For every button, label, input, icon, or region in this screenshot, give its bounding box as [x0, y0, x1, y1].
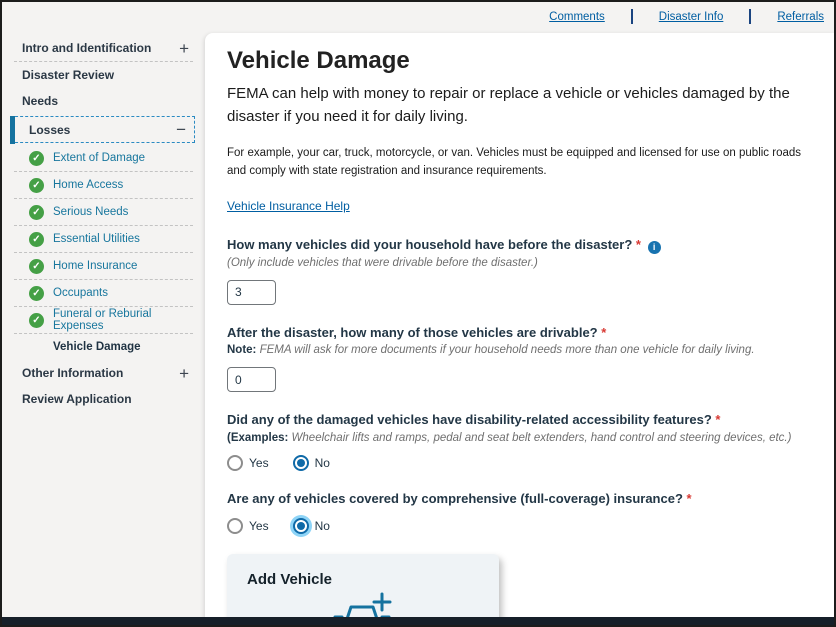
question-label	[227, 411, 810, 429]
header-link-bar	[549, 9, 824, 24]
sidebar-item-label: Vehicle Damage	[53, 341, 141, 353]
sidebar-nav	[2, 35, 205, 412]
sidebar-item-label: Home Insurance	[53, 260, 138, 272]
sidebar-item-other-information[interactable]	[2, 360, 205, 386]
header-divider	[631, 9, 633, 24]
question-text: How many vehicles did your household have before the disaster?	[227, 236, 633, 252]
accessibility-no-option[interactable]	[293, 455, 330, 471]
referrals-link[interactable]: Referrals	[777, 10, 824, 23]
insurance-no-option[interactable]	[293, 518, 330, 534]
sidebar-item-needs[interactable]	[2, 88, 205, 114]
main-content-panel	[205, 33, 834, 619]
check-circle-icon	[29, 151, 44, 166]
question-label	[227, 490, 810, 508]
vehicles-before-input[interactable]	[227, 280, 276, 305]
sidebar-item-label: Losses	[29, 122, 71, 137]
question-accessibility-features	[227, 411, 810, 471]
radio-label: Yes	[249, 519, 269, 534]
radio-selected-focused-icon[interactable]	[293, 518, 309, 534]
insurance-radio-group	[227, 518, 810, 534]
sidebar-item-label: Serious Needs	[53, 206, 129, 218]
check-circle-icon	[29, 205, 44, 220]
check-circle-icon	[29, 232, 44, 247]
sidebar-item-label: Occupants	[53, 287, 108, 299]
sidebar-item-label: Intro and Identification	[22, 41, 152, 55]
sidebar-item-label: Extent of Damage	[53, 152, 146, 164]
sidebar-item-losses[interactable]	[10, 116, 195, 143]
disaster-info-link[interactable]: Disaster Info	[658, 10, 724, 23]
question-label	[227, 324, 810, 342]
accessibility-yes-option[interactable]	[227, 455, 269, 471]
check-circle-icon	[29, 178, 44, 193]
collapse-minus-icon[interactable]: −	[176, 120, 186, 139]
question-vehicles-drivable	[227, 324, 810, 393]
check-circle-icon	[29, 313, 44, 328]
question-note	[227, 344, 810, 356]
sidebar-item-label: Essential Utilities	[53, 233, 140, 245]
sidebar-item-disaster-review[interactable]	[2, 62, 205, 88]
vehicles-drivable-input[interactable]	[227, 367, 276, 392]
vehicle-insurance-help-link[interactable]: Vehicle Insurance Help	[227, 198, 350, 213]
radio-selected-icon[interactable]	[293, 455, 309, 471]
info-icon[interactable]: i	[648, 241, 661, 254]
sidebar-item-vehicle-damage[interactable]	[2, 334, 205, 360]
required-asterisk: *	[715, 412, 721, 428]
question-text: After the disaster, how many of those vehicles are drivable?	[227, 324, 598, 340]
question-vehicles-before	[227, 236, 810, 305]
sidebar-item-intro-and-identification[interactable]	[2, 35, 205, 61]
footer-bar	[2, 617, 834, 625]
note-text: FEMA will ask for more documents if your household needs more than one vehicle for daily living.	[256, 344, 755, 357]
examples-prefix: (Examples:	[227, 431, 289, 444]
sidebar-item-label: Review Application	[22, 392, 132, 406]
note-prefix: Note:	[227, 344, 257, 357]
insurance-yes-option[interactable]	[227, 518, 269, 534]
sidebar-item-home-access[interactable]	[2, 172, 205, 198]
expand-plus-icon[interactable]: +	[179, 38, 189, 58]
radio-label: No	[314, 455, 330, 470]
sidebar-item-funeral-or-reburial-expenses[interactable]	[2, 307, 205, 333]
sidebar-item-review-application[interactable]	[2, 386, 205, 412]
required-asterisk: *	[686, 490, 692, 506]
check-circle-icon	[29, 286, 44, 301]
sidebar-item-label: Funeral or Reburial Expenses	[53, 308, 152, 332]
sidebar-item-label: Other Information	[22, 366, 124, 380]
sidebar-item-serious-needs[interactable]	[2, 199, 205, 225]
radio-unselected-icon[interactable]	[227, 518, 243, 534]
sidebar-item-essential-utilities[interactable]	[2, 226, 205, 252]
question-text: Are any of vehicles covered by comprehensive (full-coverage) insurance?	[227, 490, 683, 506]
sidebar-item-label: Home Access	[53, 179, 124, 191]
header-divider	[749, 9, 751, 24]
expand-plus-icon[interactable]: +	[179, 363, 189, 383]
radio-label: No	[314, 519, 330, 534]
check-circle-icon	[29, 259, 44, 274]
comments-link[interactable]: Comments	[549, 10, 605, 23]
required-asterisk: *	[635, 236, 641, 252]
examples-text: Wheelchair lifts and ramps, pedal and seat belt extenders, hand control and steering devices, etc.)	[288, 431, 792, 444]
question-hint: (Only include vehicles that were drivable before the disaster.)	[227, 256, 538, 269]
sidebar-item-extent-of-damage[interactable]	[2, 145, 205, 171]
page-description-text: For example, your car, truck, motorcycle, or van. Vehicles must be equipped and licensed for use on public roads and comply with state registration and insurance requirements.	[227, 147, 802, 178]
sidebar-item-label: Disaster Review	[22, 68, 115, 82]
accessibility-radio-group	[227, 455, 810, 471]
required-asterisk: *	[601, 324, 607, 340]
add-vehicle-title: Add Vehicle	[247, 571, 333, 589]
question-label	[227, 236, 810, 254]
question-text: Did any of the damaged vehicles have disability-related accessibility features?	[227, 412, 712, 428]
sidebar-item-home-insurance[interactable]	[2, 253, 205, 279]
question-comprehensive-insurance	[227, 490, 810, 535]
page-title: Vehicle Damage	[227, 47, 410, 74]
sidebar-item-occupants[interactable]	[2, 280, 205, 306]
radio-unselected-icon[interactable]	[227, 455, 243, 471]
sidebar-item-label: Needs	[22, 94, 59, 108]
page-lead-text: FEMA can help with money to repair or replace a vehicle or vehicles damaged by the disaster if you need it for daily living.	[227, 85, 790, 125]
question-examples	[227, 432, 810, 444]
radio-label: Yes	[249, 455, 269, 470]
